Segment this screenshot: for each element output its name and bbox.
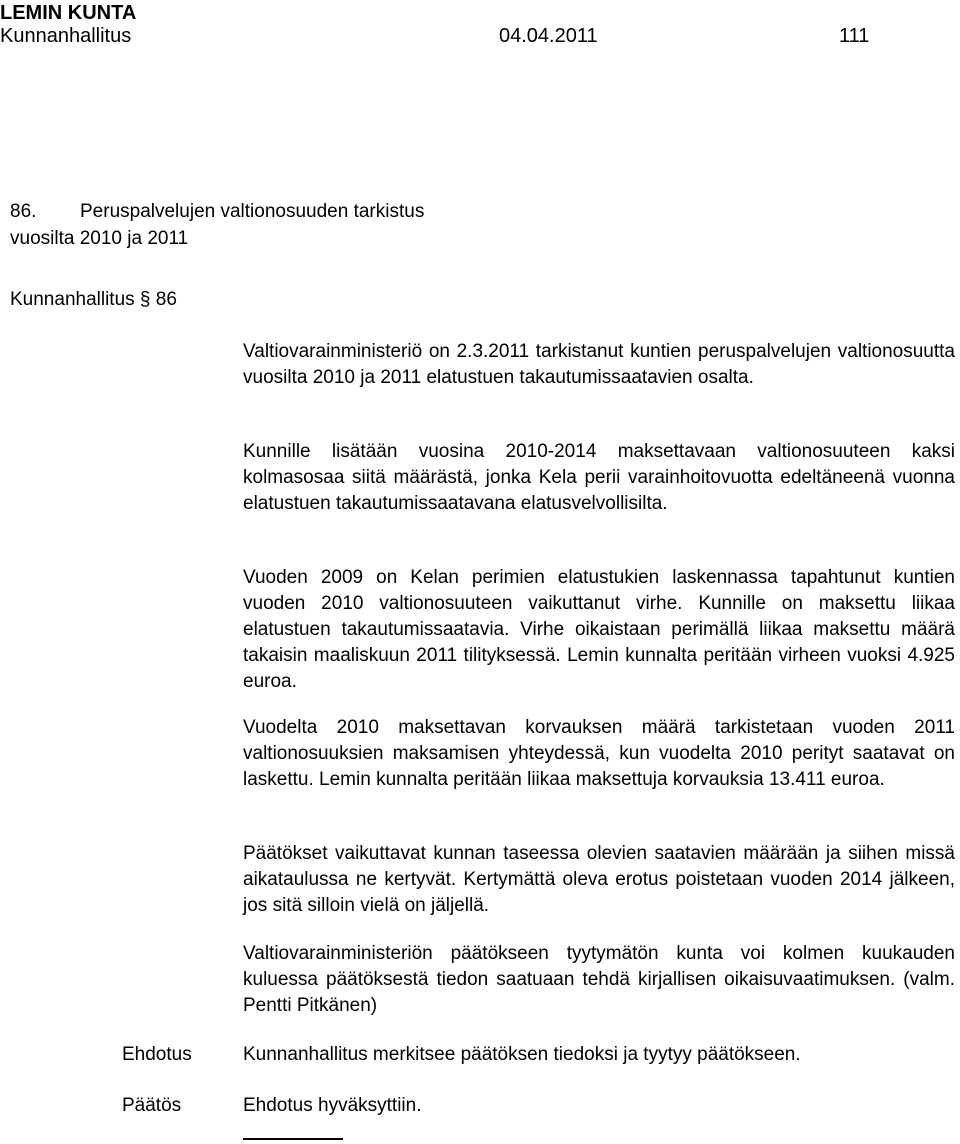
section-title-line2: vuosilta 2010 ja 2011 (10, 228, 189, 249)
paragraph: Päätökset vaikuttavat kunnan taseessa olevien saatavien määrään ja siihen missä aikataulussa ne kertyvät. Kertymättä oleva erotus poistetaan vuoden 2014 jälkeen, jos sitä silloin vielä on jäljellä. (243, 843, 955, 916)
paragraph: Valtiovarainministeriön päätökseen tyytymätön kunta voi kolmen kuukauden kuluessa päätöksestä tiedon saatuaan tehdä kirjallisen oikaisuvaatimuksen. (valm. Pentti Pitkänen) (243, 943, 955, 1016)
paragraph: Valtiovarainministeriö on 2.3.2011 tarkistanut kuntien peruspalvelujen valtionosuutta vuosilta 2010 ja 2011 elatustuen takautumissaatavien osalta. (243, 341, 955, 388)
section-number: 86. (10, 201, 37, 222)
governing-body: Kunnanhallitus (0, 25, 132, 47)
section-reference: Kunnanhallitus § 86 (10, 289, 177, 310)
decision-text: Ehdotus hyväksyttiin. (243, 1095, 422, 1116)
paragraph: Vuodelta 2010 maksettavan korvauksen määrä tarkistetaan vuoden 2011 valtionosuuksien maksamisen yhteydessä, kun vuodelta 2010 perityt saatavat on laskettu. Lemin kunnalta peritään liikaa maksettuja korvauksia 13.411 euroa. (243, 717, 955, 790)
paragraph: Kunnille lisätään vuosina 2010-2014 maksettavaan valtionosuuteen kaksi kolmasosaa siitä määrästä, jonka Kela perii varainhoitovuotta edeltäneenä vuonna elatustuen takautumissaatavana elatusvelvollisilta. (243, 441, 955, 514)
decision-label: Päätös (122, 1095, 182, 1116)
page-number: 111 (839, 25, 870, 47)
organization-name: LEMIN KUNTA (0, 2, 137, 24)
signature-rule (243, 1138, 343, 1140)
meeting-date: 04.04.2011 (499, 25, 598, 47)
proposal-label: Ehdotus (122, 1044, 192, 1065)
section-title-line1: Peruspalvelujen valtionosuuden tarkistus (80, 201, 425, 222)
paragraph: Vuoden 2009 on Kelan perimien elatustukien laskennassa tapahtunut kuntien vuoden 2010 valtionosuuteen vaikuttanut virhe. Kunnille on maksettu liikaa elatustuen takautumissaatavia. Virhe oikaistaan perimällä liikaa maksettu määrä takaisin maaliskuun 2011 tilityksessä. Lemin kunnalta peritään virheen vuoksi 4.925 euroa. (243, 567, 955, 692)
proposal-text: Kunnanhallitus merkitsee päätöksen tiedoksi ja tyytyy päätökseen. (243, 1044, 801, 1065)
